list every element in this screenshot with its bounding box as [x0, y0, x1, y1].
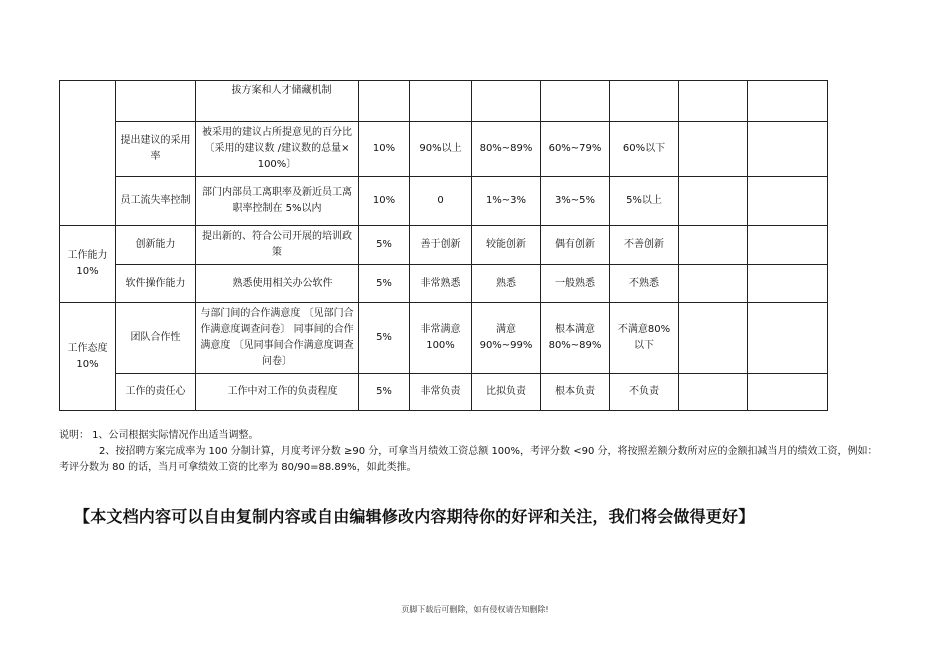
description-cell: 提出新的、符合公司开展的培训政策	[196, 226, 359, 265]
table-row	[60, 81, 828, 122]
level-2-cell: 熟悉	[472, 265, 541, 303]
level-3-cell: 3%~5%	[541, 177, 610, 226]
level-3-cell: 根本负责	[541, 374, 610, 411]
weight-cell: 5%	[359, 226, 410, 265]
item-cell: 创新能力	[116, 226, 196, 265]
description-cell: 与部门间的合作满意度 〔见部门合作满意度调查问卷〕 同事间的合作满意度 〔见同事间合作满意度调查问卷〕	[196, 303, 359, 374]
level-4-cell: 不满意80%以下	[610, 303, 679, 374]
level-2-cell: 1%~3%	[472, 177, 541, 226]
note-line-2: 2、按招聘方案完成率为 100 分制计算，月度考评分数 ≥90 分，可拿当月绩效工资总额 100%，考评分数 <90 分，将按照差额分数所对应的金额扣减当月的绩效工资，例如：考评分数为 80 的话，当月可拿绩效工资的比率为 80/90=88.89%，如此类推。	[59, 446, 878, 473]
category-cell: 工作态度 10%	[60, 303, 116, 411]
item-cell: 员工流失率控制	[116, 177, 196, 226]
level-4-cell: 不熟悉	[610, 265, 679, 303]
level-3-cell: 偶有创新	[541, 226, 610, 265]
description-cell: 部门内部员工离职率及新近员工离职率控制在 5%以内	[196, 177, 359, 226]
level-3-cell: 一般熟悉	[541, 265, 610, 303]
item-cell: 提出建议的采用率	[116, 122, 196, 177]
category-cell-empty	[60, 81, 116, 226]
item-cell	[116, 81, 196, 122]
description-cell: 熟悉使用相关办公软件	[196, 265, 359, 303]
description-cell: 被采用的建议占所提意见的百分比〔采用的建议数 /建议数的总量× 100%〕	[196, 122, 359, 177]
weight-cell: 5%	[359, 303, 410, 374]
table-row	[60, 226, 828, 265]
level-1-cell: 90%以上	[410, 122, 472, 177]
category-cell: 工作能力 10%	[60, 226, 116, 303]
item-cell: 软件操作能力	[116, 265, 196, 303]
banner-text: 【本文档内容可以自由复制内容或自由编辑修改内容期待你的好评和关注，我们将会做得更好】	[74, 507, 755, 526]
level-1-cell: 非常满意100%	[410, 303, 472, 374]
item-cell: 团队合作性	[116, 303, 196, 374]
level-2-cell: 80%~89%	[472, 122, 541, 177]
level-2-cell: 满意90%~99%	[472, 303, 541, 374]
notes	[59, 428, 879, 476]
kpi-table	[59, 80, 828, 411]
level-3-cell: 60%~79%	[541, 122, 610, 177]
description-cell: 工作中对工作的负责程度	[196, 374, 359, 411]
table-row	[60, 265, 828, 303]
level-4-cell: 不负责	[610, 374, 679, 411]
level-1-cell: 善于创新	[410, 226, 472, 265]
level-1-cell: 非常负责	[410, 374, 472, 411]
level-4-cell: 5%以上	[610, 177, 679, 226]
table-row	[60, 374, 828, 411]
description-cell: 拔方案和人才储藏机制	[196, 81, 359, 122]
level-1-cell: 非常熟悉	[410, 265, 472, 303]
level-2-cell: 比拟负责	[472, 374, 541, 411]
note-line-1: 说明： 1、公司根据实际情况作出适当调整。	[59, 430, 259, 441]
table-row	[60, 177, 828, 226]
level-1-cell: 0	[410, 177, 472, 226]
table-row	[60, 122, 828, 177]
weight-cell: 10%	[359, 177, 410, 226]
level-3-cell: 根本满意80%~89%	[541, 303, 610, 374]
level-4-cell: 不善创新	[610, 226, 679, 265]
weight-cell: 10%	[359, 122, 410, 177]
level-2-cell: 较能创新	[472, 226, 541, 265]
table-row	[60, 303, 828, 374]
page-footer: 页脚下载后可删除，如有侵权请告知删除!	[401, 605, 549, 614]
item-cell: 工作的责任心	[116, 374, 196, 411]
weight-cell: 5%	[359, 374, 410, 411]
level-4-cell: 60%以下	[610, 122, 679, 177]
weight-cell: 5%	[359, 265, 410, 303]
